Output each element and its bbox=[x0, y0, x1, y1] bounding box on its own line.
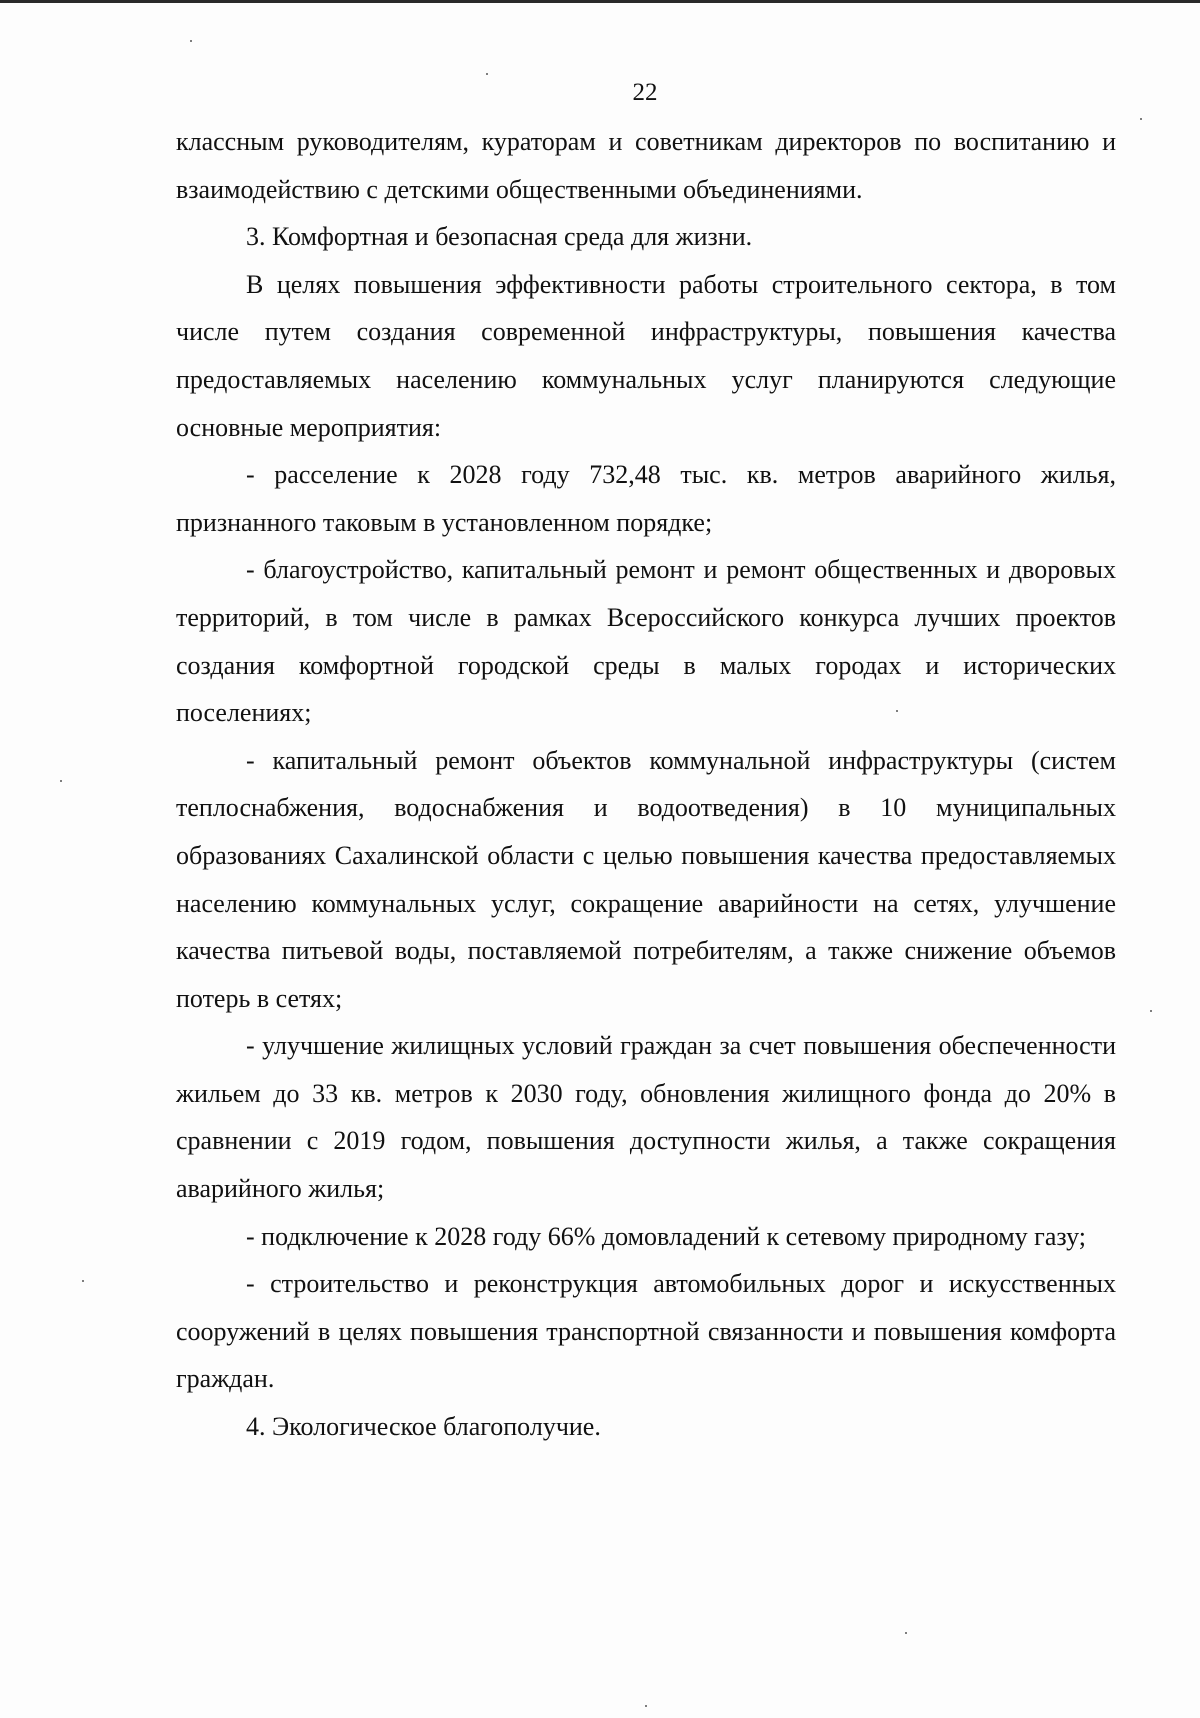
scan-speck bbox=[1150, 1010, 1152, 1012]
list-item-resettlement: - расселение к 2028 году 732,48 тыс. кв. метров аварийного жилья, признанного таковым в установленном порядке; bbox=[176, 460, 1116, 537]
scan-speck bbox=[60, 780, 62, 782]
list-item-landscaping: - благоустройство, капитальный ремонт и ремонт общественных и дворовых территорий, в том числе в рамках Всероссийского конкурса лучших проектов создания комфортной городской среды в малых городах и исторических поселениях; bbox=[176, 555, 1116, 728]
page-number: 22 bbox=[632, 79, 658, 106]
scan-speck bbox=[1140, 118, 1142, 120]
list-item-roads: - строительство и реконструкция автомобильных дорог и искусственных сооружений в целях повышения транспортной связанности и повышения комфорта граждан. bbox=[176, 1269, 1116, 1394]
list-item-housing-conditions: - улучшение жилищных условий граждан за счет повышения обеспеченности жильем до 33 кв. метров к 2030 году, обновления жилищного фонда до 20% в сравнении с 2019 годом, повышения доступности жилья, а также сокращения аварийного жилья; bbox=[176, 1031, 1116, 1204]
paragraph-continuation: классным руководителям, кураторам и советникам директоров по воспитанию и взаимодействию с детскими общественными объединениями. bbox=[176, 127, 1116, 204]
scan-speck bbox=[486, 73, 488, 75]
list-item-gas-connection: - подключение к 2028 году 66% домовладений к сетевому природному газу; bbox=[246, 1221, 1086, 1251]
document-body bbox=[176, 118, 1116, 1451]
paragraph-intro: В целях повышения эффективности работы строительного сектора, в том числе путем создания современной инфраструктуры, повышения качества предоставляемых населению коммунальных услуг планируются следующие основные мероприятия: bbox=[176, 269, 1116, 442]
scan-speck bbox=[82, 1280, 84, 1282]
scan-speck bbox=[905, 1632, 907, 1634]
scan-speck bbox=[190, 40, 192, 42]
section-heading-3: 3. Комфортная и безопасная среда для жизни. bbox=[246, 222, 753, 252]
scan-speck bbox=[896, 710, 898, 712]
scan-speck bbox=[645, 1705, 647, 1707]
page-top-edge bbox=[0, 0, 1200, 3]
section-heading-4: 4. Экологическое благополучие. bbox=[246, 1412, 601, 1442]
list-item-utility-repair: - капитальный ремонт объектов коммунальной инфраструктуры (систем теплоснабжения, водоснабжения и водоотведения) в 10 муниципальных образованиях Сахалинской области с целью повышения качества предоставляемых населению коммунальных услуг, сокращение аварийности на сетях, улучшение качества питьевой воды, поставляемой потребителям, а также снижение объемов потерь в сетях; bbox=[176, 745, 1116, 1013]
